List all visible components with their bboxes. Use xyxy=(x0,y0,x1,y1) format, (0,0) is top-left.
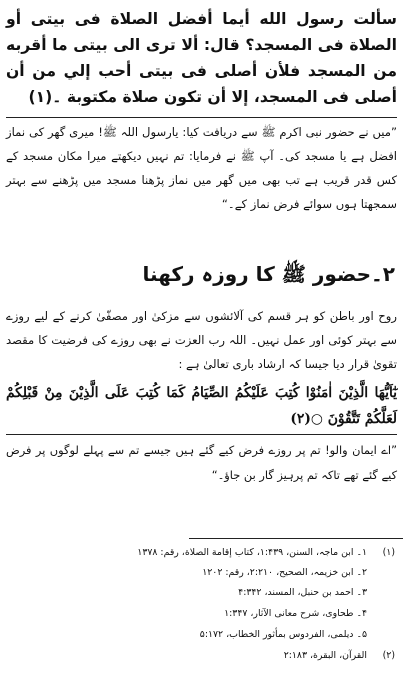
footnote-1-line xyxy=(6,626,395,645)
footnote-1-item: ۱۔ ابن ماجہ، السنن، ۱:۴۳۹، کتاب إقامة الصلاة، رقم: ۱۳۷۸ xyxy=(137,547,367,558)
footnote-separator xyxy=(189,538,403,539)
footnote-2-marker: (۲) xyxy=(382,650,395,661)
footnote-1-line xyxy=(6,564,395,583)
footnote-1-line xyxy=(6,605,395,624)
divider-line xyxy=(6,117,397,118)
footnote-1-item: ۲۔ ابن خزیمہ، الصحیح، ۲:۲۱۰، رقم: ۱۲۰۲ xyxy=(202,567,367,578)
quran-verse: يٰٓاَيُّهَا الَّذِيْنَ اٰمَنُوْا كُتِبَ عَلَيْكُمُ الصِّيَامُ كَمَا كُتِبَ عَلَى الَّذِيْنَ مِنْ قَبْلِكُمْ لَعَلَّكُمْ تَتَّقُوْنَ ○(۲) xyxy=(6,385,397,427)
hadith-arabic-text: سألت رسول الله أيما أفضل الصلاة فى بيتى أو الصلاة فى المسجد؟ قال: ألا ترى الى بيتى ما أقربه من المسجد فلأن أصلى فى بيتى أحب إلي من أن أصلى فى المسجد، إلا أن تكون صلاة مكتوبة ۔(۱) xyxy=(6,10,397,106)
verse-translation: ”اے ایمان والو! تم پر روزے فرض کیے گئے ہیں جیسے تم سے پہلے لوگوں پر فرض کیے گئے تھے تاکہ تم پرہیز گار بن جاؤ۔“ xyxy=(6,443,397,482)
footnote-2-text: القرآن، البقرة، ۲:۱۸۳ xyxy=(283,650,367,661)
hadith-urdu-translation: ”میں نے حضور نبی اکرم ﷺ سے دریافت کیا: یارسول اللہ ﷺ! میری گھر کی نماز افضل ہے یا مسجد کی۔ آپ ﷺ نے فرمایا: تم نہیں دیکھتے میرا مکان مسجد کے کس قدر قریب ہے تب بھی میں گھر میں نماز پڑھنا مسجد میں پڑھنے سے بہتر سمجھتا ہوں سوائے فرض نماز کے۔“ xyxy=(6,125,397,211)
intro-paragraph: روح اور باطن کو ہر قسم کی آلائشوں سے مزکیٰ اور مصفّیٰ کرنے کے لیے روزے سے بہتر کوئی اور عمل نہیں۔ اللہ رب العزت نے بھی روزے کی فرضیت کا مقصد تقویٰ قرار دیا جیسا کہ ارشاد باری تعالیٰ ہے : xyxy=(6,309,397,371)
footnote-1-line xyxy=(6,584,395,603)
footnote-1-item: ۴۔ طحاوی، شرح معانی الآثار، ۱:۳۴۷ xyxy=(224,608,367,619)
footnote-1-item: ۳۔ احمد بن حنبل، المسند، ۴:۳۴۲ xyxy=(238,587,367,598)
section-heading: ۲۔حضور ﷺ کا روزہ رکھنا xyxy=(142,262,395,286)
footnote-2-line xyxy=(6,647,395,666)
divider-line xyxy=(6,434,397,435)
footnote-1-item: ۵۔ دیلمی، الفردوس بمأثور الخطاب، ۵:۱۷۲ xyxy=(199,629,367,640)
footnote-1-line xyxy=(6,544,395,563)
footnote-1-marker: (۱) xyxy=(382,547,395,558)
